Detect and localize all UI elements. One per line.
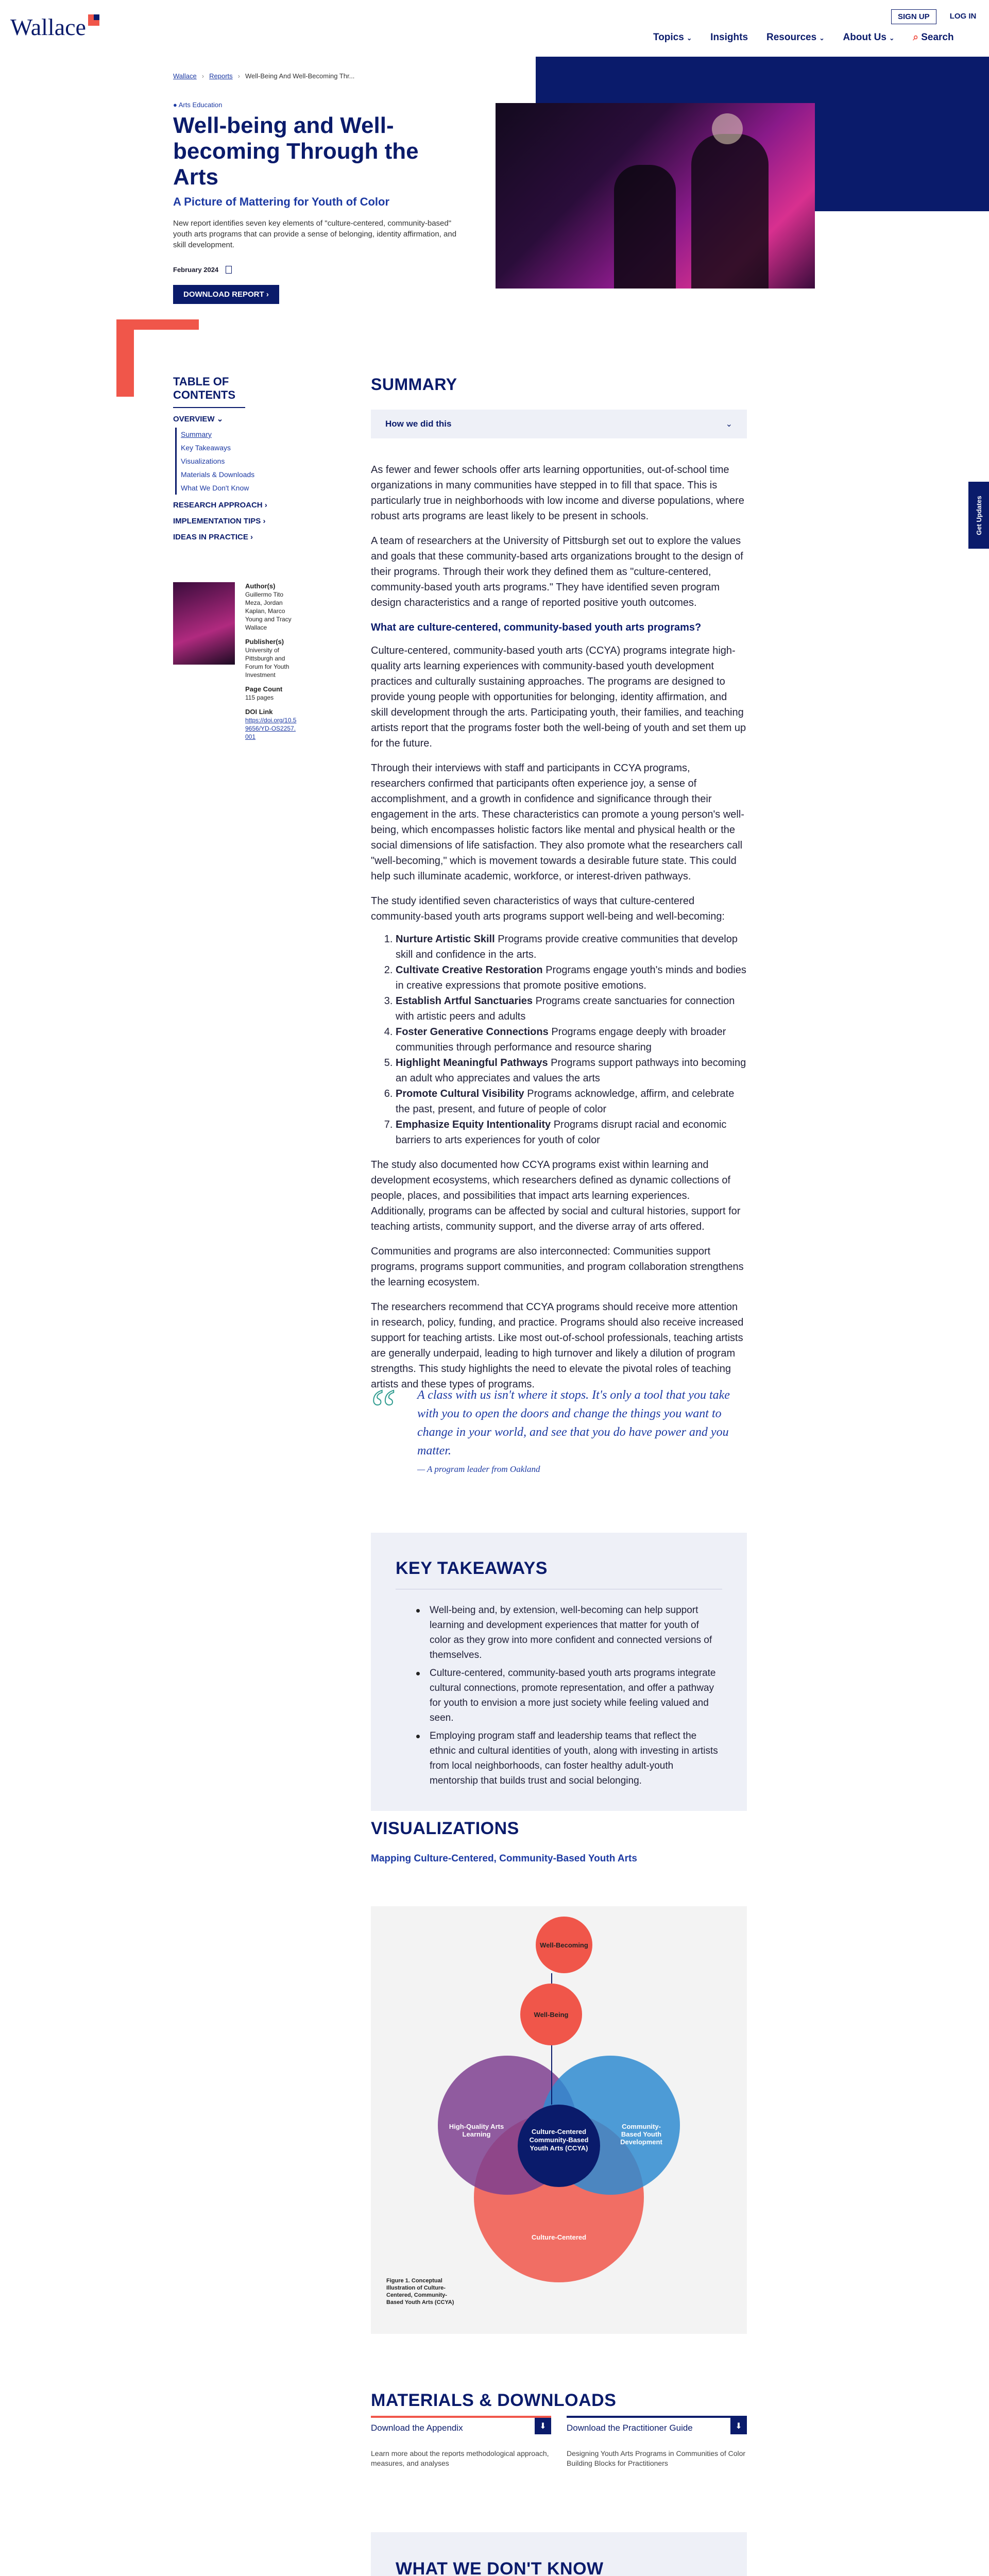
download-icon: ⬇: [730, 2418, 747, 2434]
quote-mark-icon: “: [371, 1378, 396, 1440]
download-icon: ⬇: [535, 2418, 551, 2434]
visualization-link[interactable]: Mapping Culture-Centered, Community-Based Youth Arts: [371, 1853, 637, 1864]
what-we-dont-know-card: [371, 2532, 747, 2576]
dont-know-heading: WHAT WE DON'T KNOW: [396, 2559, 604, 2576]
summary-paragraph: As fewer and fewer schools offer arts learning opportunities, out-of-school time organizations in many communities have stepped in to fill that space. This is particularly true in neighborhoods with low income and diverse populations, where robust arts programs are least likely to be present in schools.: [371, 464, 744, 522]
label-arts-learning: High-Quality Arts Learning: [449, 2123, 504, 2138]
key-takeaways-card: [371, 1533, 747, 1811]
takeaway-item: Employing program staff and leadership teams that reflect the ethnic and cultural identities of youth, along with investing in artists from local neighborhoods, can foster healthy adult-youth mentorship that builds trust and social belonging.: [416, 1728, 722, 1788]
sign-up-button[interactable]: SIGN UP: [891, 9, 936, 24]
download-appendix-card[interactable]: Download the Appendix ⬇ Learn more about the reports methodological approach, measures, and analyses: [371, 2416, 551, 2468]
summary-question: What are culture-centered, community-based youth arts programs?: [371, 622, 702, 633]
toc-title: TABLE OF CONTENTS: [173, 375, 235, 401]
summary-paragraph: Communities and programs are also interconnected: Communities support programs, programs support communities, and program collaboration strengthens the learning ecosystem.: [371, 1246, 744, 1288]
breadcrumb: [173, 72, 354, 80]
chevron-down-icon: ⌄: [725, 420, 732, 429]
chevron-down-icon: ⌄: [687, 35, 692, 42]
table-of-contents: [173, 375, 286, 541]
toc-item-dont-know[interactable]: What We Don't Know: [181, 484, 249, 492]
breadcrumb-home[interactable]: Wallace: [173, 72, 197, 80]
page-title: Well-being and Well-becoming Through the Arts: [173, 113, 419, 190]
quote-attribution: — A program leader from Oakland: [417, 1464, 540, 1474]
authors: Guillermo Tito Meza, Jordan Kaplan, Marco Young and Tracy Wallace: [245, 591, 292, 631]
nav-resources[interactable]: Resources ⌄: [766, 32, 825, 43]
hero-image: [496, 103, 815, 289]
chevron-down-icon: ⌄: [819, 35, 825, 42]
download-guide-card[interactable]: Download the Practitioner Guide ⬇ Designing Youth Arts Programs in Communities of Color Building Blocks for Practitioners: [567, 2416, 747, 2468]
breadcrumb-separator-icon: ›: [237, 72, 240, 80]
report-meta: Author(s) Guillermo Tito Meza, Jordan Kaplan, Marco Young and Tracy Wallace Publisher(s) University of Pittsburgh and Forum for Youth Investment Page Count 115 pages DOI Link https://doi.org/10.59656/YD-OS2257.001: [245, 582, 297, 740]
nav-insights[interactable]: Insights: [710, 32, 748, 43]
characteristics-list: [396, 931, 747, 1148]
list-item: 4. Foster Generative Connections Programs engage deeply with broader communities through performance and resource sharing: [396, 1024, 747, 1055]
venn-diagram[interactable]: [371, 1906, 747, 2334]
label-ccya: Culture-Centered Community-Based Youth Arts (CCYA): [529, 2128, 589, 2152]
nav-about[interactable]: About Us ⌄: [843, 32, 895, 43]
materials-section: [371, 2391, 747, 2468]
login-button[interactable]: LOG IN: [944, 9, 983, 24]
site-header: [0, 0, 989, 57]
breadcrumb-current: Well-Being And Well-Becoming Thr...: [245, 72, 355, 80]
logo-mark-icon: [88, 14, 99, 26]
how-we-did-this-accordion[interactable]: How we did this ⌄: [371, 410, 747, 438]
hero-description: New report identifies seven key elements of "culture-centered, community-based" youth arts programs that can provide a sense of belonging, identity affirmation, and skill development.: [173, 219, 457, 249]
label-well-being: Well-Being: [534, 2011, 569, 2019]
visualizations-heading: VISUALIZATIONS: [371, 1819, 519, 1838]
list-item: 6. Promote Cultural Visibility Programs acknowledge, affirm, and celebrate the past, present, and future of people of color: [396, 1086, 747, 1117]
summary-paragraph: Culture-centered, community-based youth arts (CCYA) programs integrate high-quality arts learning experiences with community-based youth development practices and culturally sustaining approaches. The programs are designed to provide young people with opportunities for belonging, identity affirmation, and skill development through the arts. Participating youth, their families, and teaching artists report that the programs foster both the well-being of youth and set them up for the future.: [371, 645, 746, 749]
toc-item-key-takeaways[interactable]: Key Takeaways: [181, 444, 231, 452]
takeaway-item: Well-being and, by extension, well-becoming can help support learning and development experiences that matter for youth of color as they grow into more confident and connected versions of themselves.: [416, 1603, 722, 1663]
toc-item-summary[interactable]: Summary: [181, 430, 212, 438]
summary-paragraph: The study identified seven characteristics of ways that culture-centered community-based youth arts programs support well-being and well-becoming:: [371, 895, 725, 922]
chevron-down-icon: ⌄: [889, 35, 895, 42]
nav-topics[interactable]: Topics ⌄: [653, 32, 692, 43]
summary-heading: SUMMARY: [371, 375, 457, 394]
breadcrumb-separator-icon: ›: [201, 72, 204, 80]
summary-paragraph: Through their interviews with staff and participants in CCYA programs, researchers confirmed that participants often experience joy, a sense of accomplishment, and a growth in confidence and significance through their engagement in the arts. These characteristics can promote a young person's well-being, which encompasses holistic factors like mental and physical health or the social dimensions of life satisfaction. They also promote what the researchers call "well-becoming," which is movement towards a desirable future state. This could help such illuminate academic, workforce, or interest-driven pathways.: [371, 762, 744, 882]
summary-paragraph: The researchers recommend that CCYA programs should receive more attention in research, policy, funding, and practice. Programs should also receive increased support for teaching artists. Like most out-of-school professionals, teaching artists are generally underpaid, leading to high turnover and likely a dilution of program strengths. This study highlights the need to elevate the pivotal roles of teaching artists and these types of programs.: [371, 1301, 744, 1390]
bookmark-icon[interactable]: [226, 266, 232, 274]
summary-paragraph: A team of researchers at the University of Pittsburgh set out to explore the values and goals that these community-based arts organizations brought to the design of their programs. Through their work they defined them as "culture-centered, community-based youth arts programs." They have identified seven program design characteristics and a range of reported positive youth outcomes.: [371, 535, 743, 608]
toc-implementation-tips[interactable]: IMPLEMENTATION TIPS ›: [173, 517, 266, 526]
doi-link[interactable]: https://doi.org/10.59656/YD-OS2257.001: [245, 717, 297, 740]
page-subtitle: A Picture of Mattering for Youth of Color: [173, 195, 390, 208]
download-report-button[interactable]: DOWNLOAD REPORT ›: [173, 285, 279, 304]
report-cover-image: [173, 582, 235, 665]
summary-paragraph: The study also documented how CCYA programs exist within learning and development ecosystems, which researchers defined as dynamic collections of people, places, and possibilities that impact arts learning experiences. Additionally, programs can be affected by social and cultural histories, support for teaching artists, community support, and the diverse array of arts offered.: [371, 1159, 741, 1232]
page-count: 115 pages: [245, 694, 274, 701]
main-nav: [653, 32, 954, 43]
publishers: University of Pittsburgh and Forum for Youth Investment: [245, 647, 289, 679]
list-item: 2. Cultivate Creative Restoration Programs engage youth's minds and bodies in creative expressions that promote positive emotions.: [396, 962, 747, 993]
wallace-logo[interactable]: Wallace: [10, 13, 99, 41]
chevron-down-icon: ⌄: [216, 415, 224, 423]
list-item: 3. Establish Artful Sanctuaries Programs create sanctuaries for connection with artistic peers and adults: [396, 993, 747, 1024]
arrow-right-icon: ›: [266, 290, 269, 299]
list-item: 1. Nurture Artistic Skill Programs provide creative communities that develop skill and confidence in the arts.: [396, 931, 747, 962]
list-item: 7. Emphasize Equity Intentionality Programs disrupt racial and economic barriers to arts experiences for youth of color: [396, 1117, 747, 1148]
toc-overview[interactable]: OVERVIEW ⌄: [173, 415, 224, 423]
hero-tag[interactable]: ● Arts Education: [173, 101, 223, 109]
publish-date: February 2024: [173, 266, 219, 274]
key-takeaways-heading: KEY TAKEAWAYS: [396, 1558, 548, 1578]
figure-caption: Figure 1. Conceptual Illustration of Culture-Centered, Community-Based Youth Arts (CCYA): [386, 2278, 454, 2306]
toc-ideas-in-practice[interactable]: IDEAS IN PRACTICE ›: [173, 533, 253, 541]
toc-item-materials[interactable]: Materials & Downloads: [181, 470, 255, 479]
label-culture-centered: Culture-Centered: [531, 2233, 587, 2241]
search-link[interactable]: ⌕ Search: [913, 32, 954, 43]
materials-heading: MATERIALS & DOWNLOADS: [371, 2391, 617, 2410]
search-icon: ⌕: [913, 32, 918, 43]
pull-quote: [371, 1378, 747, 1475]
quote-text: A class with us isn't where it stops. It's only a tool that you take with you to open the doors and change the things you want to change in your world, and see that you do have power and you matter.: [417, 1388, 730, 1458]
get-updates-tab[interactable]: Get Updates: [968, 482, 989, 549]
visualizations-section: [371, 1819, 747, 1865]
label-youth-development: Community-Based Youth Development: [620, 2123, 662, 2146]
toc-item-visualizations[interactable]: Visualizations: [181, 457, 225, 465]
label-well-becoming: Well-Becoming: [540, 1941, 588, 1949]
toc-research-approach[interactable]: RESEARCH APPROACH ›: [173, 501, 267, 510]
list-item: 5. Highlight Meaningful Pathways Programs support pathways into becoming an adult who appreciates and values the arts: [396, 1055, 747, 1086]
summary-section: [371, 375, 747, 1392]
hero-content: [173, 101, 467, 304]
takeaway-item: Culture-centered, community-based youth arts programs integrate cultural connections, promote representation, and offer a pathway for youth to envision a more just society while feeling valued and seen.: [416, 1666, 722, 1725]
breadcrumb-reports[interactable]: Reports: [209, 72, 233, 80]
